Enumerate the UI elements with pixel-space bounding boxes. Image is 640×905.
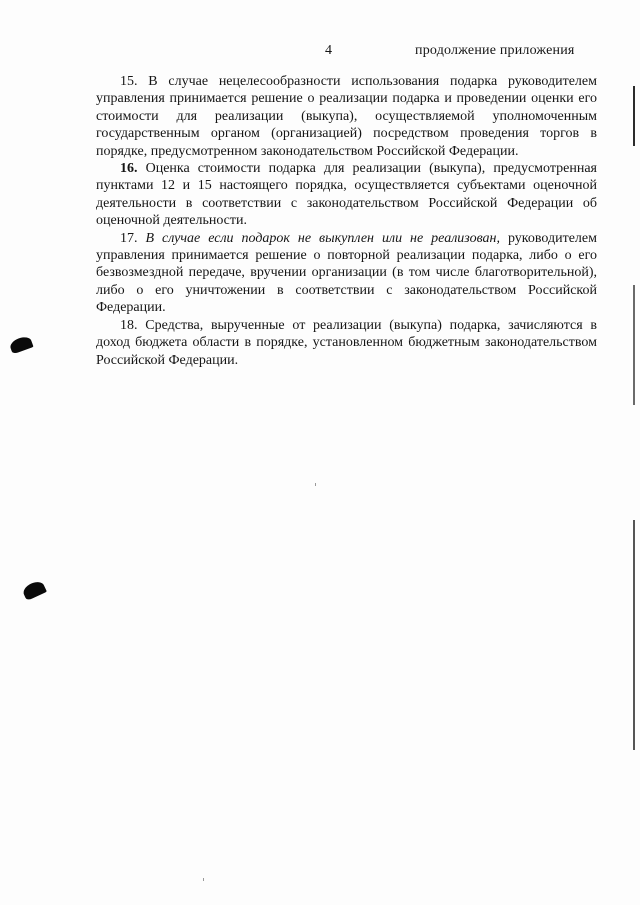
scan-edge-line (633, 285, 635, 405)
scan-speck (315, 483, 316, 486)
scan-speck (203, 878, 204, 881)
paragraph-17-number: 17. (120, 230, 138, 246)
paragraph-18-text: 18. Средства, вырученные от реализации (выкупа) подарка, зачисляются в доход бюджета области в порядке, установленном бюджетным законодательством Российской Федерации. (96, 317, 597, 368)
scan-edge-line (633, 520, 635, 750)
paragraph-16-number: 16. (120, 161, 138, 177)
paragraph-15-text: 15. В случае нецелесообразности использования подарка руководителем управления принимается решение о реализации подарка и проведении оценки его стоимости для реализации (выкупа), осуществляемой уполномоченным государственным органом (организацией) посредством проведения торгов в порядке, предусмотренном законодательством Российской Федерации. (96, 74, 597, 159)
paragraph-17-italic-text: В случае если подарок не выкуплен или не реализован, (137, 230, 500, 246)
document-body (96, 73, 597, 369)
page-header (0, 43, 640, 63)
hole-punch-mark (8, 335, 33, 355)
paragraph-15 (96, 73, 597, 160)
scan-edge-line (633, 86, 635, 146)
continuation-label: продолжение приложения (415, 43, 575, 58)
page-number: 4 (325, 43, 332, 58)
paragraph-17 (96, 230, 597, 317)
paragraph-18 (96, 317, 597, 369)
paragraph-16-text: Оценка стоимости подарка для реализации (выкупа), предусмотренная пунктами 12 и 15 настоящего порядка, осуществляется субъектами оценочной деятельности в соответствии с законодательством Российской Федерации об оценочной деятельности. (96, 161, 597, 229)
paragraph-16 (96, 160, 597, 230)
paragraph-17-text: руководителем управления принимается решение о повторной реализации подарка, либо о его безвозмездной передаче, вручении организации (в том числе благотворительной), либо о его уничтожении в соответствии с законодательством Российской Федерации. (96, 230, 597, 316)
hole-punch-mark (21, 579, 47, 601)
